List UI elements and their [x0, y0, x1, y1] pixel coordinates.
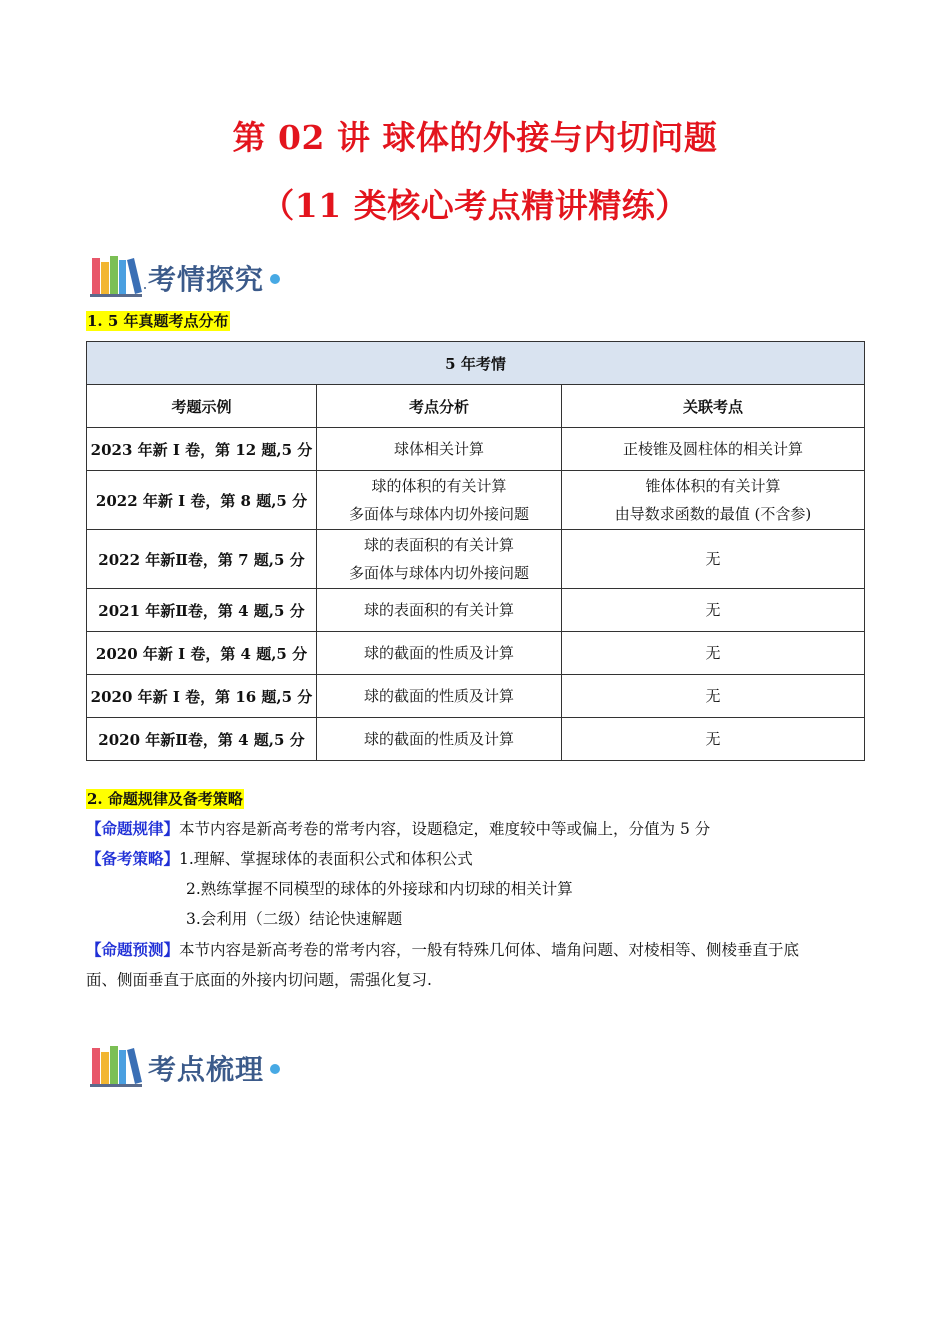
cell-line: 多面体与球体内切外接问题 [348, 564, 529, 582]
column-header: 关联考点 [562, 385, 865, 428]
cell-line: 无 [705, 730, 721, 748]
strategy-paragraph [86, 844, 866, 874]
cell-analysis [317, 530, 562, 589]
rule-tag: 【命题规律】 [86, 819, 180, 838]
cell-analysis [317, 675, 562, 718]
cell-line: 无 [705, 644, 721, 662]
column-header: 考题示例 [87, 385, 317, 428]
rule-text: 本节内容是新高考卷的常考内容，设题稳定，难度较中等或偏上，分值为 5 分 [179, 820, 711, 838]
exam-distribution-table [86, 341, 865, 761]
table-row [87, 589, 865, 632]
table-row [87, 428, 865, 471]
cell-line: 球的体积的有关计算 [371, 477, 507, 495]
cell-line: 球体相关计算 [393, 440, 484, 458]
page-title: 第 02 讲 球体的外接与内切问题 [232, 118, 718, 157]
cell-line: 球的表面积的有关计算 [363, 536, 514, 554]
cell-analysis [317, 471, 562, 530]
table-row [87, 675, 865, 718]
cell-example: 2020 年新Ⅱ卷，第 4 题,5 分 [87, 718, 317, 761]
cell-line: 无 [705, 550, 721, 568]
cell-example: 2020 年新 I 卷，第 4 题,5 分 [87, 632, 317, 675]
page-subtitle: （11 类核心考点精讲精练） [261, 186, 689, 225]
books-icon [88, 254, 146, 298]
cell-related [562, 675, 865, 718]
cell-related [562, 471, 865, 530]
cell-line: 球的截面的性质及计算 [363, 644, 514, 662]
table-row [87, 471, 865, 530]
cell-example: 2020 年新 I 卷，第 16 题,5 分 [87, 675, 317, 718]
cell-related [562, 428, 865, 471]
cell-related [562, 530, 865, 589]
forecast-text-continued: 面、侧面垂直于底面的外接内切问题，需强化复习. [86, 971, 432, 989]
column-header: 考点分析 [317, 385, 562, 428]
part2-heading: 2. 命题规律及备考策略 [87, 790, 243, 808]
cell-line: 多面体与球体内切外接问题 [348, 505, 529, 523]
strategy-tag: 【备考策略】 [86, 849, 180, 868]
cell-line: 无 [705, 687, 721, 705]
forecast-paragraph [86, 935, 866, 995]
section-label: 考点梳理 [148, 1053, 265, 1086]
cell-analysis [317, 718, 562, 761]
cell-analysis [317, 632, 562, 675]
cell-example: 2022 年新Ⅱ卷，第 7 题,5 分 [87, 530, 317, 589]
cell-line: 球的截面的性质及计算 [363, 730, 514, 748]
cell-related [562, 589, 865, 632]
section-header-exam-situation [88, 252, 348, 302]
section-header-key-points [88, 1042, 348, 1092]
cell-line: 正棱锥及圆柱体的相关计算 [622, 440, 803, 458]
part1-heading: 1. 5 年真题考点分布 [87, 312, 229, 330]
books-icon [88, 1044, 146, 1088]
forecast-text: 本节内容是新高考卷的常考内容，一般有特殊几何体、墙角问题、对棱相等、侧棱垂直于底 [179, 941, 800, 959]
forecast-tag: 【命题预测】 [86, 940, 180, 959]
cell-line: 球的表面积的有关计算 [363, 601, 514, 619]
cell-related [562, 632, 865, 675]
cell-example: 2021 年新Ⅱ卷，第 4 题,5 分 [87, 589, 317, 632]
cell-analysis [317, 589, 562, 632]
cell-line: 由导数求函数的最值 (不含参) [614, 505, 812, 523]
table-row [87, 718, 865, 761]
cell-example: 2022 年新 I 卷，第 8 题,5 分 [87, 471, 317, 530]
cell-analysis [317, 428, 562, 471]
dot-icon [270, 1064, 280, 1074]
strategy-item: 3.会利用（二级）结论快速解题 [186, 910, 403, 928]
table-row [87, 530, 865, 589]
dot-icon [270, 274, 280, 284]
cell-line: 无 [705, 601, 721, 619]
cell-example: 2023 年新 I 卷，第 12 题,5 分 [87, 428, 317, 471]
cell-line: 锥体体积的有关计算 [645, 477, 781, 495]
rule-paragraph [86, 814, 866, 844]
cell-line: 球的截面的性质及计算 [363, 687, 514, 705]
strategy-item: 2.熟练掌握不同模型的球体的外接球和内切球的相关计算 [186, 880, 573, 898]
cell-related [562, 718, 865, 761]
table-caption: 5 年考情 [87, 342, 865, 385]
table-row [87, 632, 865, 675]
strategy-item: 1.理解、掌握球体的表面积公式和体积公式 [179, 850, 473, 868]
section-label: 考情探究 [148, 263, 265, 296]
